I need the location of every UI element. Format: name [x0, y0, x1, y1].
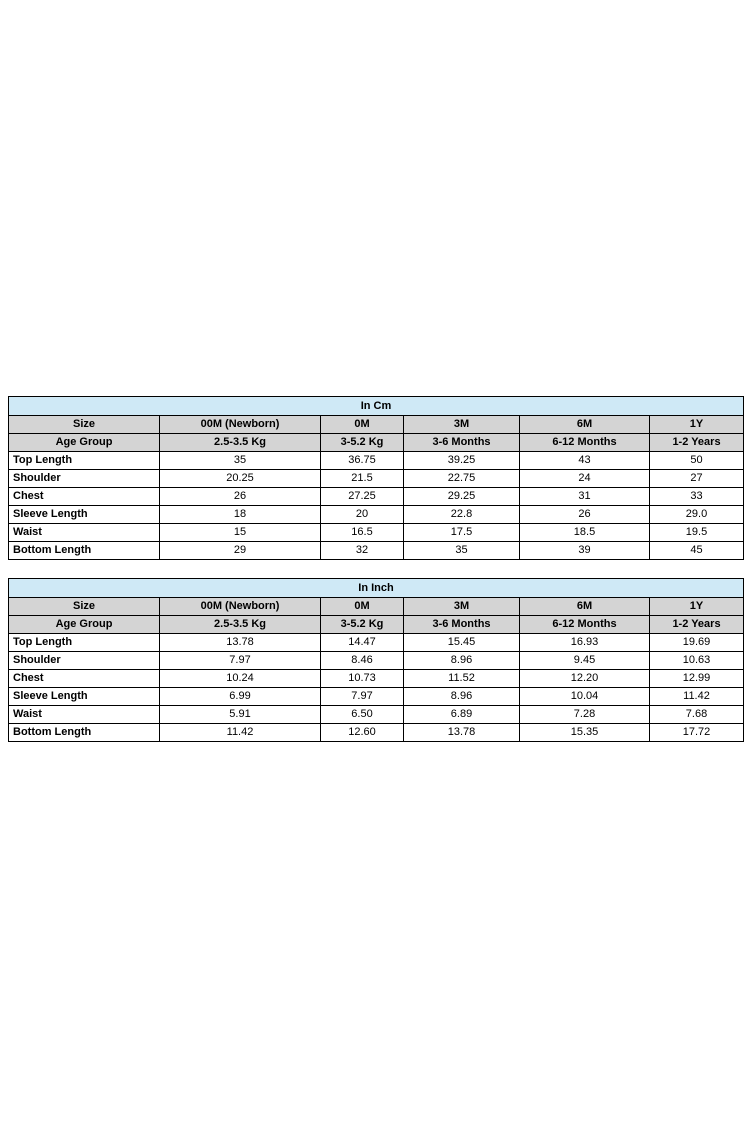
- table-cell: 9.45: [520, 652, 650, 670]
- row-label: Bottom Length: [9, 542, 160, 560]
- table-cell: 35: [404, 542, 520, 560]
- row-label: Top Length: [9, 452, 160, 470]
- table-cell: 17.5: [404, 524, 520, 542]
- table-cell: 20.25: [160, 470, 321, 488]
- header-cell: 0M: [321, 598, 404, 616]
- table-cell: 27: [650, 470, 744, 488]
- table-row: [9, 470, 744, 488]
- header-cell: 3-6 Months: [404, 434, 520, 452]
- table-row: [9, 506, 744, 524]
- header-cell: Size: [9, 598, 160, 616]
- table-cell: 22.75: [404, 470, 520, 488]
- header-cell: Size: [9, 416, 160, 434]
- table-cell: 27.25: [321, 488, 404, 506]
- table-cell: 12.60: [321, 724, 404, 742]
- header-cell: 3-6 Months: [404, 616, 520, 634]
- size-header-row: [9, 598, 744, 616]
- table-cell: 6.50: [321, 706, 404, 724]
- header-cell: 6-12 Months: [520, 616, 650, 634]
- table-cell: 39.25: [404, 452, 520, 470]
- size-chart-inch-table: [8, 578, 744, 742]
- header-cell: 00M (Newborn): [160, 598, 321, 616]
- row-label: Chest: [9, 670, 160, 688]
- header-cell: 1Y: [650, 598, 744, 616]
- header-cell: 2.5-3.5 Kg: [160, 616, 321, 634]
- header-cell: 00M (Newborn): [160, 416, 321, 434]
- table-cell: 29.0: [650, 506, 744, 524]
- table-cell: 7.97: [160, 652, 321, 670]
- table-cell: 14.47: [321, 634, 404, 652]
- row-label: Bottom Length: [9, 724, 160, 742]
- table-cell: 11.52: [404, 670, 520, 688]
- header-cell: 6-12 Months: [520, 434, 650, 452]
- table-cell: 11.42: [160, 724, 321, 742]
- header-cell: 1Y: [650, 416, 744, 434]
- table-cell: 21.5: [321, 470, 404, 488]
- header-cell: 3M: [404, 416, 520, 434]
- table-cell: 19.69: [650, 634, 744, 652]
- row-label: Sleeve Length: [9, 688, 160, 706]
- table-cell: 24: [520, 470, 650, 488]
- table-cell: 10.63: [650, 652, 744, 670]
- table-cell: 39: [520, 542, 650, 560]
- table-cell: 12.20: [520, 670, 650, 688]
- table-cell: 26: [160, 488, 321, 506]
- table-cell: 13.78: [404, 724, 520, 742]
- table-title-row: [9, 397, 744, 416]
- table-cell: 10.04: [520, 688, 650, 706]
- table-row: [9, 634, 744, 652]
- table-row: [9, 724, 744, 742]
- table-cell: 18: [160, 506, 321, 524]
- header-cell: 6M: [520, 416, 650, 434]
- table-cell: 22.8: [404, 506, 520, 524]
- table-title: In Inch: [9, 579, 744, 598]
- table-cell: 10.73: [321, 670, 404, 688]
- table-cell: 15.45: [404, 634, 520, 652]
- size-header-row: [9, 416, 744, 434]
- row-label: Sleeve Length: [9, 506, 160, 524]
- table-cell: 18.5: [520, 524, 650, 542]
- table-cell: 11.42: [650, 688, 744, 706]
- table-cell: 10.24: [160, 670, 321, 688]
- header-cell: 0M: [321, 416, 404, 434]
- table-cell: 13.78: [160, 634, 321, 652]
- table-cell: 32: [321, 542, 404, 560]
- age-group-header-row: [9, 616, 744, 634]
- size-chart-cm-table: [8, 396, 744, 560]
- header-cell: Age Group: [9, 616, 160, 634]
- header-cell: 3-5.2 Kg: [321, 616, 404, 634]
- table-cell: 31: [520, 488, 650, 506]
- table-row: [9, 706, 744, 724]
- table-row: [9, 542, 744, 560]
- table-cell: 20: [321, 506, 404, 524]
- table-cell: 7.68: [650, 706, 744, 724]
- table-cell: 15: [160, 524, 321, 542]
- table-cell: 16.93: [520, 634, 650, 652]
- table-row: [9, 452, 744, 470]
- table-cell: 8.46: [321, 652, 404, 670]
- table-cell: 43: [520, 452, 650, 470]
- age-group-header-row: [9, 434, 744, 452]
- table-cell: 36.75: [321, 452, 404, 470]
- table-cell: 5.91: [160, 706, 321, 724]
- header-cell: 1-2 Years: [650, 616, 744, 634]
- table-row: [9, 652, 744, 670]
- table-cell: 17.72: [650, 724, 744, 742]
- table-cell: 26: [520, 506, 650, 524]
- table-cell: 6.89: [404, 706, 520, 724]
- table-cell: 29.25: [404, 488, 520, 506]
- row-label: Waist: [9, 524, 160, 542]
- row-label: Waist: [9, 706, 160, 724]
- table-cell: 12.99: [650, 670, 744, 688]
- table-cell: 7.97: [321, 688, 404, 706]
- table-cell: 19.5: [650, 524, 744, 542]
- table-title-row: [9, 579, 744, 598]
- header-cell: 3-5.2 Kg: [321, 434, 404, 452]
- table-title: In Cm: [9, 397, 744, 416]
- table-cell: 33: [650, 488, 744, 506]
- row-label: Shoulder: [9, 470, 160, 488]
- header-cell: 2.5-3.5 Kg: [160, 434, 321, 452]
- table-cell: 35: [160, 452, 321, 470]
- header-cell: 1-2 Years: [650, 434, 744, 452]
- table-row: [9, 488, 744, 506]
- header-cell: Age Group: [9, 434, 160, 452]
- header-cell: 3M: [404, 598, 520, 616]
- table-cell: 8.96: [404, 688, 520, 706]
- table-row: [9, 688, 744, 706]
- table-cell: 29: [160, 542, 321, 560]
- row-label: Shoulder: [9, 652, 160, 670]
- table-cell: 8.96: [404, 652, 520, 670]
- row-label: Top Length: [9, 634, 160, 652]
- table-cell: 7.28: [520, 706, 650, 724]
- table-cell: 50: [650, 452, 744, 470]
- table-cell: 16.5: [321, 524, 404, 542]
- table-cell: 45: [650, 542, 744, 560]
- table-cell: 6.99: [160, 688, 321, 706]
- table-cell: 15.35: [520, 724, 650, 742]
- header-cell: 6M: [520, 598, 650, 616]
- row-label: Chest: [9, 488, 160, 506]
- table-row: [9, 524, 744, 542]
- table-row: [9, 670, 744, 688]
